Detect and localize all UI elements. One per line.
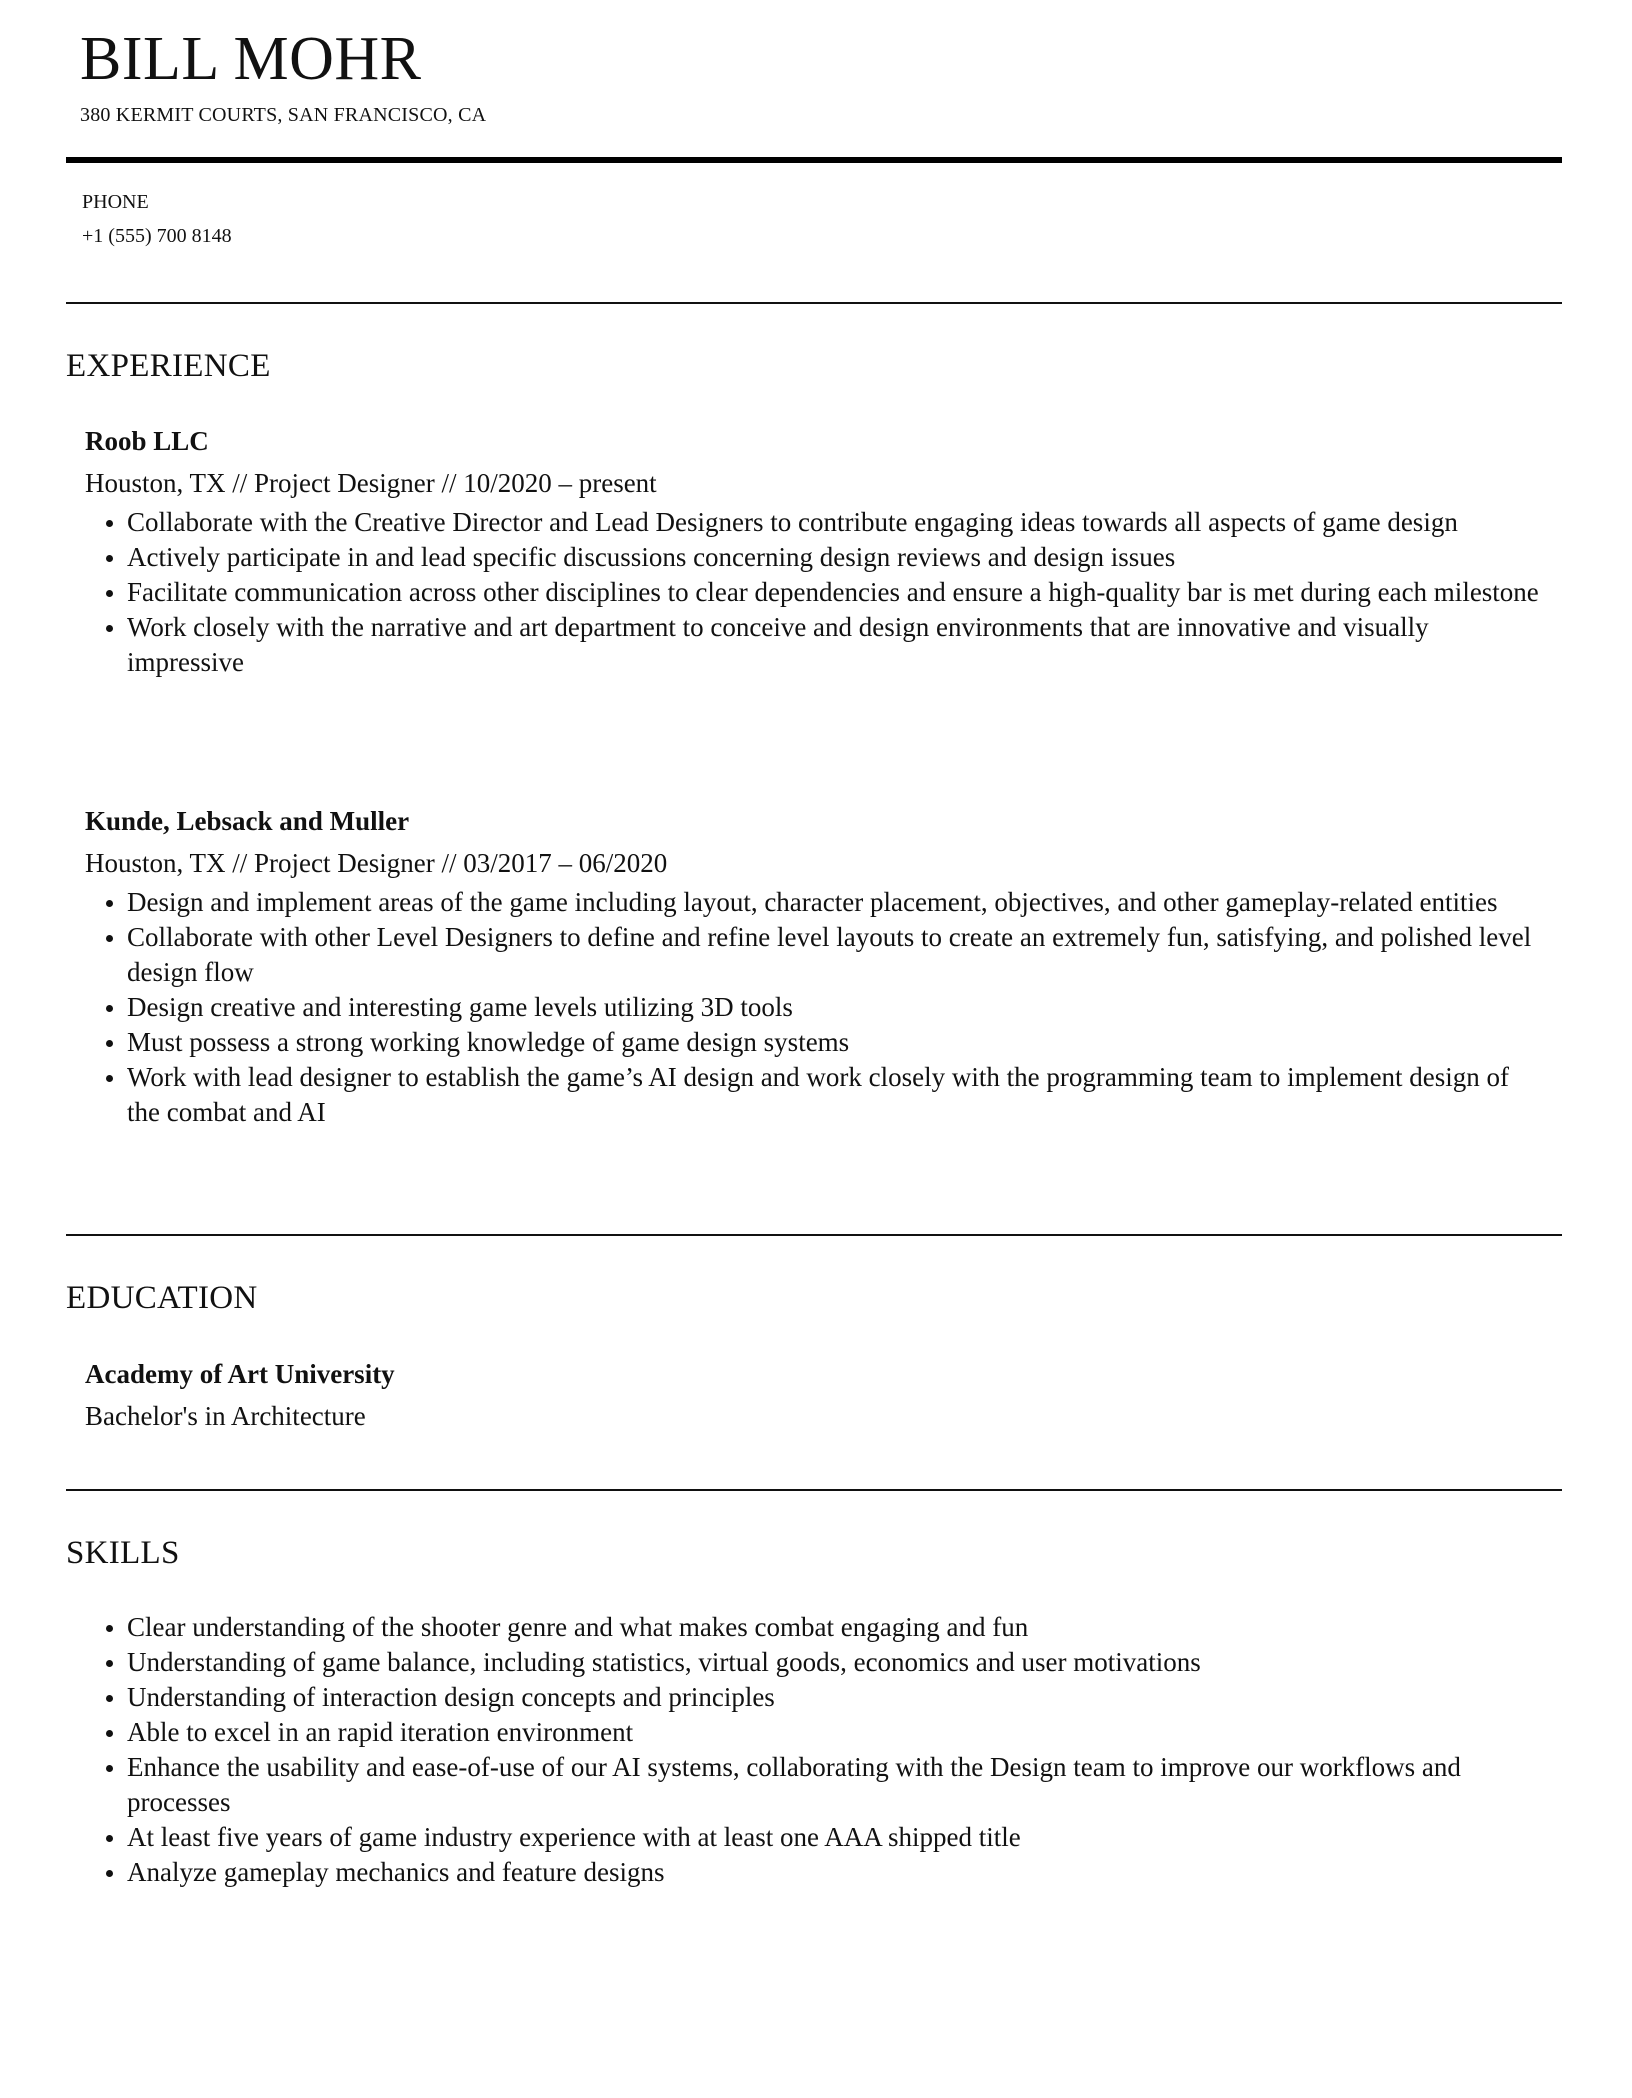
job-bullet: Work with lead designer to establish the game’s AI design and work closely with the programming team to implement design of the combat and AI (127, 1060, 1565, 1130)
job-bullet: Must possess a strong working knowledge of game design systems (127, 1025, 1565, 1060)
skill-item: Able to excel in an rapid iteration environment (127, 1715, 1565, 1750)
header-divider (66, 157, 1562, 163)
job-bullet: Design and implement areas of the game including layout, character placement, objectives, and other gameplay-related entities (127, 885, 1565, 920)
job-bullets (85, 505, 1565, 680)
education-heading: EDUCATION (66, 1280, 258, 1316)
job-bullet: Facilitate communication across other disciplines to clear dependencies and ensure a high-quality bar is met during each milestone (127, 575, 1565, 610)
job-company: Roob LLC (85, 426, 209, 456)
job-bullet: Collaborate with other Level Designers to define and refine level layouts to create an extremely fun, satisfying, and polished level design flow (127, 920, 1565, 990)
skill-item: Analyze gameplay mechanics and feature designs (127, 1855, 1565, 1890)
job-entry (85, 801, 1565, 1130)
job-bullets (85, 885, 1565, 1130)
candidate-address: 380 KERMIT COURTS, SAN FRANCISCO, CA (80, 104, 487, 126)
skills-list (85, 1610, 1565, 1890)
job-company: Kunde, Lebsack and Muller (85, 806, 410, 836)
education-entry (85, 1354, 1565, 1438)
skills-list-container (85, 1610, 1565, 1890)
phone-label: PHONE (82, 191, 149, 213)
school-name: Academy of Art University (85, 1359, 395, 1389)
job-bullet: Actively participate in and lead specific discussions concerning design reviews and design issues (127, 540, 1565, 575)
section-divider (66, 302, 1562, 304)
skills-heading: SKILLS (66, 1535, 180, 1571)
section-divider (66, 1489, 1562, 1491)
experience-heading: EXPERIENCE (66, 348, 271, 384)
job-meta: Houston, TX // Project Designer // 03/2017 – 06/2020 (85, 848, 668, 878)
section-divider (66, 1234, 1562, 1236)
job-bullet: Collaborate with the Creative Director and Lead Designers to contribute engaging ideas towards all aspects of game design (127, 505, 1565, 540)
skill-item: Enhance the usability and ease-of-use of our AI systems, collaborating with the Design team to improve our workflows and processes (127, 1750, 1565, 1820)
job-entry (85, 421, 1565, 680)
job-meta: Houston, TX // Project Designer // 10/2020 – present (85, 468, 657, 498)
skill-item: Understanding of game balance, including statistics, virtual goods, economics and user motivations (127, 1645, 1565, 1680)
job-bullet: Work closely with the narrative and art department to conceive and design environments that are innovative and visually impressive (127, 610, 1565, 680)
phone-value: +1 (555) 700 8148 (82, 225, 232, 247)
degree: Bachelor's in Architecture (85, 1401, 366, 1431)
skill-item: Clear understanding of the shooter genre and what makes combat engaging and fun (127, 1610, 1565, 1645)
skill-item: Understanding of interaction design concepts and principles (127, 1680, 1565, 1715)
skill-item: At least five years of game industry experience with at least one AAA shipped title (127, 1820, 1565, 1855)
candidate-name: BILL MOHR (80, 25, 422, 93)
job-bullet: Design creative and interesting game levels utilizing 3D tools (127, 990, 1565, 1025)
